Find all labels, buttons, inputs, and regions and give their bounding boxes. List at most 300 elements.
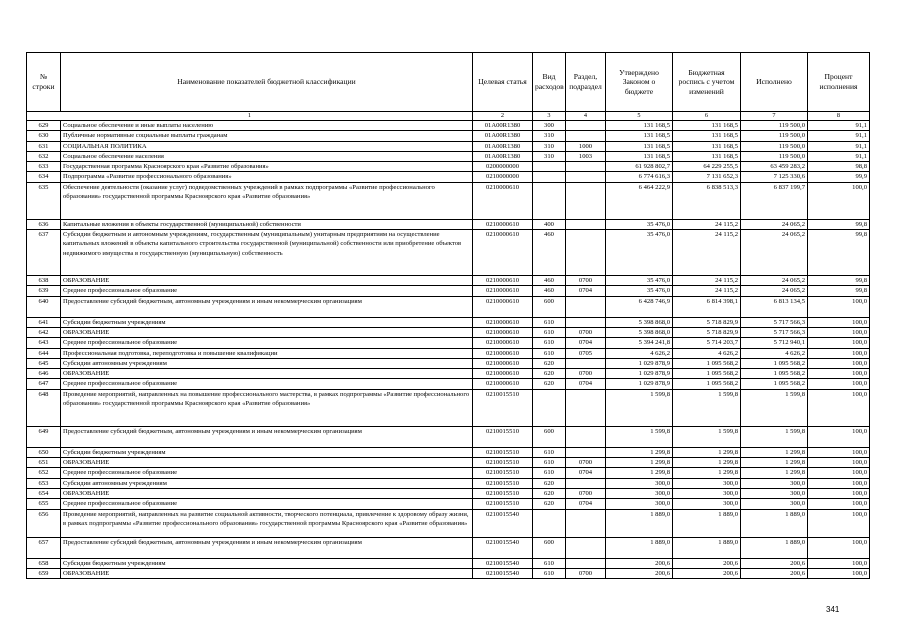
table-body: [27, 121, 870, 579]
row-budget-list: 200,6: [673, 558, 741, 568]
row-number: 658: [27, 558, 61, 568]
row-budget-list: 131 168,5: [673, 151, 741, 161]
row-target: 01А00R1380: [473, 151, 533, 161]
row-section: 0704: [566, 468, 606, 478]
row-expense-type: 610: [533, 468, 566, 478]
row-approved: 6 428 746,9: [606, 296, 673, 317]
row-section: [566, 447, 606, 457]
row-approved: 131 168,5: [606, 141, 673, 151]
row-expense-type: 610: [533, 568, 566, 578]
row-section: [566, 558, 606, 568]
header-section: Раздел, подраздел: [566, 53, 606, 112]
row-name: Субсидии бюджетным учреждениям: [61, 558, 473, 568]
row-budget-list: 24 115,2: [673, 276, 741, 286]
row-number: 654: [27, 488, 61, 498]
row-executed: 1 599,8: [741, 426, 808, 447]
row-percent: 100,0: [808, 558, 870, 568]
row-approved: 35 476,0: [606, 230, 673, 276]
row-section: 1003: [566, 151, 606, 161]
row-name: Предоставление субсидий бюджетным, автономным учреждениям и иным некоммерческим организациям: [61, 537, 473, 558]
row-percent: 99,9: [808, 172, 870, 182]
row-section: 0700: [566, 369, 606, 379]
row-executed: 200,6: [741, 568, 808, 578]
row-approved: 6 464 222,9: [606, 182, 673, 219]
row-percent: 100,0: [808, 182, 870, 219]
row-executed: 5 717 566,3: [741, 317, 808, 327]
row-budget-list: 1 889,0: [673, 509, 741, 537]
row-number: 659: [27, 568, 61, 578]
row-percent: 98,8: [808, 162, 870, 172]
row-section: 1000: [566, 141, 606, 151]
row-expense-type: [533, 509, 566, 537]
row-number: 642: [27, 327, 61, 337]
row-approved: 200,6: [606, 558, 673, 568]
row-budget-list: 64 229 255,5: [673, 162, 741, 172]
row-name: Среднее профессиональное образование: [61, 499, 473, 509]
row-number: 632: [27, 151, 61, 161]
row-name: СОЦИАЛЬНАЯ ПОЛИТИКА: [61, 141, 473, 151]
row-approved: 300,0: [606, 499, 673, 509]
row-section: [566, 509, 606, 537]
row-percent: 99,8: [808, 276, 870, 286]
row-name: Предоставление субсидий бюджетным, автономным учреждениям и иным некоммерческим организациям: [61, 296, 473, 317]
row-budget-list: 1 599,8: [673, 389, 741, 426]
row-number: 635: [27, 182, 61, 219]
row-executed: 119 500,0: [741, 121, 808, 131]
row-percent: 100,0: [808, 478, 870, 488]
row-number: 650: [27, 447, 61, 457]
row-approved: 131 168,5: [606, 131, 673, 141]
column-number: 2: [473, 112, 533, 121]
table-row: [27, 468, 870, 478]
row-number: 630: [27, 131, 61, 141]
row-expense-type: 310: [533, 141, 566, 151]
row-percent: 100,0: [808, 447, 870, 457]
row-section: [566, 537, 606, 558]
table-row: [27, 141, 870, 151]
row-name: Субсидии бюджетным учреждениям: [61, 447, 473, 457]
table-row: [27, 317, 870, 327]
row-target: 0210000610: [473, 338, 533, 348]
row-expense-type: 460: [533, 276, 566, 286]
row-name: Государственная программа Красноярского края «Развитие образования»: [61, 162, 473, 172]
table-row: [27, 478, 870, 488]
row-approved: 5 394 241,8: [606, 338, 673, 348]
table-row: [27, 458, 870, 468]
row-name: Среднее профессиональное образование: [61, 468, 473, 478]
row-target: 0210015510: [473, 468, 533, 478]
row-executed: 119 500,0: [741, 151, 808, 161]
row-name: Субсидии бюджетным учреждениям: [61, 317, 473, 327]
row-percent: 100,0: [808, 458, 870, 468]
row-target: 0210015510: [473, 447, 533, 457]
row-approved: 35 476,0: [606, 286, 673, 296]
row-executed: 24 065,2: [741, 230, 808, 276]
row-number: 645: [27, 358, 61, 368]
table-row: [27, 509, 870, 537]
row-expense-type: 310: [533, 131, 566, 141]
row-percent: 100,0: [808, 426, 870, 447]
table-row: [27, 447, 870, 457]
row-expense-type: [533, 182, 566, 219]
row-name: Предоставление субсидий бюджетным, автономным учреждениям и иным некоммерческим организациям: [61, 426, 473, 447]
row-budget-list: 131 168,5: [673, 131, 741, 141]
row-name: Капитальные вложения в объекты государственной (муниципальной) собственности: [61, 219, 473, 229]
row-name: ОБРАЗОВАНИЕ: [61, 369, 473, 379]
row-expense-type: 610: [533, 447, 566, 457]
row-name: ОБРАЗОВАНИЕ: [61, 568, 473, 578]
row-executed: 1 889,0: [741, 509, 808, 537]
row-executed: 300,0: [741, 499, 808, 509]
row-executed: 4 626,2: [741, 348, 808, 358]
row-target: 0210015540: [473, 558, 533, 568]
row-expense-type: 610: [533, 327, 566, 337]
column-number: 7: [741, 112, 808, 121]
table-row: [27, 230, 870, 276]
table-row: [27, 389, 870, 426]
row-target: 0210015540: [473, 568, 533, 578]
row-number: 657: [27, 537, 61, 558]
row-percent: 100,0: [808, 296, 870, 317]
row-budget-list: 1 095 568,2: [673, 358, 741, 368]
row-executed: 300,0: [741, 488, 808, 498]
row-percent: 100,0: [808, 389, 870, 426]
row-budget-list: 300,0: [673, 478, 741, 488]
table-row: [27, 338, 870, 348]
row-section: [566, 219, 606, 229]
row-target: 0210000610: [473, 379, 533, 389]
row-percent: 100,0: [808, 317, 870, 327]
row-target: 0210000610: [473, 317, 533, 327]
table-row: [27, 568, 870, 578]
table-row: [27, 327, 870, 337]
row-target: 0210000610: [473, 230, 533, 276]
row-number: 631: [27, 141, 61, 151]
row-target: 0210000610: [473, 369, 533, 379]
row-section: 0700: [566, 458, 606, 468]
table-row: [27, 131, 870, 141]
row-section: [566, 389, 606, 426]
row-percent: 100,0: [808, 338, 870, 348]
row-name: Субсидии автономным учреждениям: [61, 478, 473, 488]
row-section: [566, 131, 606, 141]
row-executed: 1 299,8: [741, 468, 808, 478]
row-percent: 100,0: [808, 468, 870, 478]
row-approved: 1 299,8: [606, 447, 673, 457]
table-row: [27, 348, 870, 358]
row-percent: 100,0: [808, 537, 870, 558]
row-expense-type: 610: [533, 338, 566, 348]
header-approved: Утверждено Законом о бюджете: [606, 53, 673, 112]
table-row: [27, 379, 870, 389]
row-target: 0210000610: [473, 182, 533, 219]
row-name: Среднее профессиональное образование: [61, 338, 473, 348]
row-expense-type: 310: [533, 151, 566, 161]
row-number: 629: [27, 121, 61, 131]
row-section: [566, 358, 606, 368]
row-number: 633: [27, 162, 61, 172]
row-expense-type: 600: [533, 426, 566, 447]
row-section: [566, 478, 606, 488]
row-budget-list: 1 299,8: [673, 468, 741, 478]
row-target: 0210000000: [473, 172, 533, 182]
row-expense-type: 610: [533, 317, 566, 327]
row-number: 655: [27, 499, 61, 509]
row-approved: 1 599,8: [606, 389, 673, 426]
row-name: ОБРАЗОВАНИЕ: [61, 458, 473, 468]
row-target: 0210015540: [473, 509, 533, 537]
row-target: 0210015510: [473, 488, 533, 498]
row-budget-list: 1 095 568,2: [673, 369, 741, 379]
row-target: 0210000610: [473, 219, 533, 229]
row-section: 0704: [566, 379, 606, 389]
table-row: [27, 182, 870, 219]
row-expense-type: 300: [533, 121, 566, 131]
table-row: [27, 296, 870, 317]
row-section: 0704: [566, 338, 606, 348]
row-name: Социальное обеспечение населения: [61, 151, 473, 161]
row-target: 0210015510: [473, 499, 533, 509]
table-row: [27, 151, 870, 161]
header-budget-list: Бюджетная роспись с учетом изменений: [673, 53, 741, 112]
row-percent: 100,0: [808, 509, 870, 537]
row-executed: 200,6: [741, 558, 808, 568]
row-percent: 100,0: [808, 358, 870, 368]
row-executed: 24 065,2: [741, 276, 808, 286]
row-percent: 91,1: [808, 141, 870, 151]
row-percent: 91,1: [808, 151, 870, 161]
row-number: 656: [27, 509, 61, 537]
row-approved: 35 476,0: [606, 219, 673, 229]
row-section: [566, 426, 606, 447]
row-budget-list: 6 838 513,3: [673, 182, 741, 219]
row-name: ОБРАЗОВАНИЕ: [61, 327, 473, 337]
row-budget-list: 4 626,2: [673, 348, 741, 358]
row-percent: 91,1: [808, 121, 870, 131]
row-budget-list: 24 115,2: [673, 286, 741, 296]
row-executed: 6 813 134,5: [741, 296, 808, 317]
row-number: 636: [27, 219, 61, 229]
row-number: 649: [27, 426, 61, 447]
row-executed: 1 299,8: [741, 458, 808, 468]
row-approved: 131 168,5: [606, 151, 673, 161]
row-percent: 99,8: [808, 230, 870, 276]
row-target: 0210000610: [473, 296, 533, 317]
table-row: [27, 286, 870, 296]
row-expense-type: 620: [533, 499, 566, 509]
row-approved: 1 599,8: [606, 426, 673, 447]
table-row: [27, 276, 870, 286]
column-number: 6: [673, 112, 741, 121]
row-target: 01А00R1380: [473, 121, 533, 131]
budget-table: [26, 52, 870, 579]
row-expense-type: 460: [533, 230, 566, 276]
header-percent: Процент исполнения: [808, 53, 870, 112]
row-expense-type: 460: [533, 286, 566, 296]
row-approved: 35 476,0: [606, 276, 673, 286]
row-target: 0210015510: [473, 478, 533, 488]
row-approved: 61 928 802,7: [606, 162, 673, 172]
row-expense-type: 400: [533, 219, 566, 229]
row-percent: 91,1: [808, 131, 870, 141]
row-executed: 5 717 566,3: [741, 327, 808, 337]
row-executed: 1 095 568,2: [741, 369, 808, 379]
header-expense-type: Вид расходов: [533, 53, 566, 112]
row-section: 0705: [566, 348, 606, 358]
row-budget-list: 200,6: [673, 568, 741, 578]
header-executed: Исполнено: [741, 53, 808, 112]
row-expense-type: 620: [533, 478, 566, 488]
row-section: [566, 230, 606, 276]
row-executed: 24 065,2: [741, 219, 808, 229]
table-row: [27, 426, 870, 447]
row-budget-list: 6 814 398,1: [673, 296, 741, 317]
row-number: 640: [27, 296, 61, 317]
row-executed: 6 837 199,7: [741, 182, 808, 219]
row-budget-list: 5 714 203,7: [673, 338, 741, 348]
row-approved: 6 774 616,3: [606, 172, 673, 182]
row-budget-list: 1 095 568,2: [673, 379, 741, 389]
row-name: Субсидии автономным учреждениям: [61, 358, 473, 368]
row-percent: 100,0: [808, 499, 870, 509]
row-percent: 99,8: [808, 219, 870, 229]
row-target: 0210000610: [473, 358, 533, 368]
row-percent: 100,0: [808, 348, 870, 358]
table-row: [27, 558, 870, 568]
row-target: 0210000610: [473, 327, 533, 337]
row-name: Профессиональная подготовка, переподготовка и повышение квалификации: [61, 348, 473, 358]
row-number: 651: [27, 458, 61, 468]
row-expense-type: 620: [533, 379, 566, 389]
row-approved: 1 299,8: [606, 458, 673, 468]
row-name: Среднее профессиональное образование: [61, 379, 473, 389]
row-name: ОБРАЗОВАНИЕ: [61, 488, 473, 498]
row-target: 01А00R1380: [473, 141, 533, 151]
row-target: 0210015510: [473, 389, 533, 426]
column-number: 5: [606, 112, 673, 121]
column-number: 1: [27, 112, 473, 121]
table-row: [27, 172, 870, 182]
table-row: [27, 369, 870, 379]
row-approved: 300,0: [606, 488, 673, 498]
row-budget-list: 1 299,8: [673, 447, 741, 457]
row-number: 648: [27, 389, 61, 426]
row-section: 0700: [566, 568, 606, 578]
row-executed: 119 500,0: [741, 131, 808, 141]
row-number: 639: [27, 286, 61, 296]
row-percent: 100,0: [808, 568, 870, 578]
row-approved: 1 029 878,9: [606, 358, 673, 368]
column-number: 8: [808, 112, 870, 121]
row-expense-type: [533, 172, 566, 182]
row-approved: 1 299,8: [606, 468, 673, 478]
row-executed: 119 500,0: [741, 141, 808, 151]
row-number: 646: [27, 369, 61, 379]
row-executed: 63 459 283,2: [741, 162, 808, 172]
row-executed: 1 095 568,2: [741, 379, 808, 389]
table-row: [27, 358, 870, 368]
row-executed: 300,0: [741, 478, 808, 488]
row-section: 0700: [566, 327, 606, 337]
row-executed: 7 125 330,6: [741, 172, 808, 182]
header-name: Наименование показателей бюджетной классификации: [61, 53, 473, 112]
row-section: [566, 172, 606, 182]
row-executed: 1 599,8: [741, 389, 808, 426]
table-row: [27, 219, 870, 229]
row-budget-list: 1 299,8: [673, 458, 741, 468]
row-percent: 100,0: [808, 379, 870, 389]
column-numbers-row: [27, 112, 870, 121]
row-target: 0210015510: [473, 426, 533, 447]
row-target: 01А00R1380: [473, 131, 533, 141]
row-section: [566, 317, 606, 327]
row-number: 644: [27, 348, 61, 358]
row-approved: 5 398 868,0: [606, 327, 673, 337]
row-section: 0704: [566, 286, 606, 296]
row-section: 0704: [566, 499, 606, 509]
row-budget-list: 1 889,0: [673, 537, 741, 558]
row-section: 0700: [566, 488, 606, 498]
row-number: 647: [27, 379, 61, 389]
row-budget-list: 1 599,8: [673, 426, 741, 447]
row-number: 638: [27, 276, 61, 286]
column-number: 4: [566, 112, 606, 121]
row-name: Проведение мероприятий, направленных на развитие социальной активности, творческого потенциала, привлечение к здоровому образу жизни, в рамках подпрограммы «Развитие профессионального образования» государственной программы Красноярского края «Развитие образования»: [61, 509, 473, 537]
row-target: 0210015540: [473, 537, 533, 558]
row-name: Субсидии бюджетным и автономным учреждениям, государственным (муниципальным) унитарным предприятиям на осуществление капитальных вложений в объекты капитального строительства государственной (муниципальной) собственности или приобретение объектов недвижимого имущества в государственную (муниципальную) собственность: [61, 230, 473, 276]
table-row: [27, 121, 870, 131]
row-section: 0700: [566, 276, 606, 286]
row-expense-type: 620: [533, 488, 566, 498]
page-number: 341: [826, 605, 840, 614]
row-name: Среднее профессиональное образование: [61, 286, 473, 296]
row-executed: 1 299,8: [741, 447, 808, 457]
row-expense-type: [533, 389, 566, 426]
row-approved: 1 889,0: [606, 509, 673, 537]
row-number: 634: [27, 172, 61, 182]
row-percent: 100,0: [808, 488, 870, 498]
table-row: [27, 162, 870, 172]
row-name: Публичные нормативные социальные выплаты гражданам: [61, 131, 473, 141]
row-percent: 100,0: [808, 369, 870, 379]
row-budget-list: 300,0: [673, 499, 741, 509]
row-budget-list: 24 115,2: [673, 219, 741, 229]
row-number: 652: [27, 468, 61, 478]
row-budget-list: 131 168,5: [673, 121, 741, 131]
row-expense-type: 610: [533, 348, 566, 358]
row-name: Подпрограмма «Развитие профессионального образования»: [61, 172, 473, 182]
row-section: [566, 121, 606, 131]
row-number: 637: [27, 230, 61, 276]
row-expense-type: 620: [533, 369, 566, 379]
row-approved: 5 398 868,0: [606, 317, 673, 327]
row-name: Социальное обеспечение и иные выплаты населению: [61, 121, 473, 131]
row-budget-list: 131 168,5: [673, 141, 741, 151]
row-number: 653: [27, 478, 61, 488]
row-executed: 24 065,2: [741, 286, 808, 296]
row-budget-list: 5 718 829,9: [673, 317, 741, 327]
header-target: Целевая статья: [473, 53, 533, 112]
row-approved: 1 029 878,9: [606, 369, 673, 379]
row-expense-type: 600: [533, 296, 566, 317]
row-approved: 1 029 878,9: [606, 379, 673, 389]
row-name: ОБРАЗОВАНИЕ: [61, 276, 473, 286]
row-name: Проведение мероприятий, направленных на повышение профессионального мастерства, в рамках подпрограммы «Развитие профессионального образования» государственной программы Красноярского края «Развитие образования»: [61, 389, 473, 426]
row-approved: 4 626,2: [606, 348, 673, 358]
header-row-no: № строки: [27, 53, 61, 112]
row-number: 641: [27, 317, 61, 327]
header-row: [27, 53, 870, 112]
